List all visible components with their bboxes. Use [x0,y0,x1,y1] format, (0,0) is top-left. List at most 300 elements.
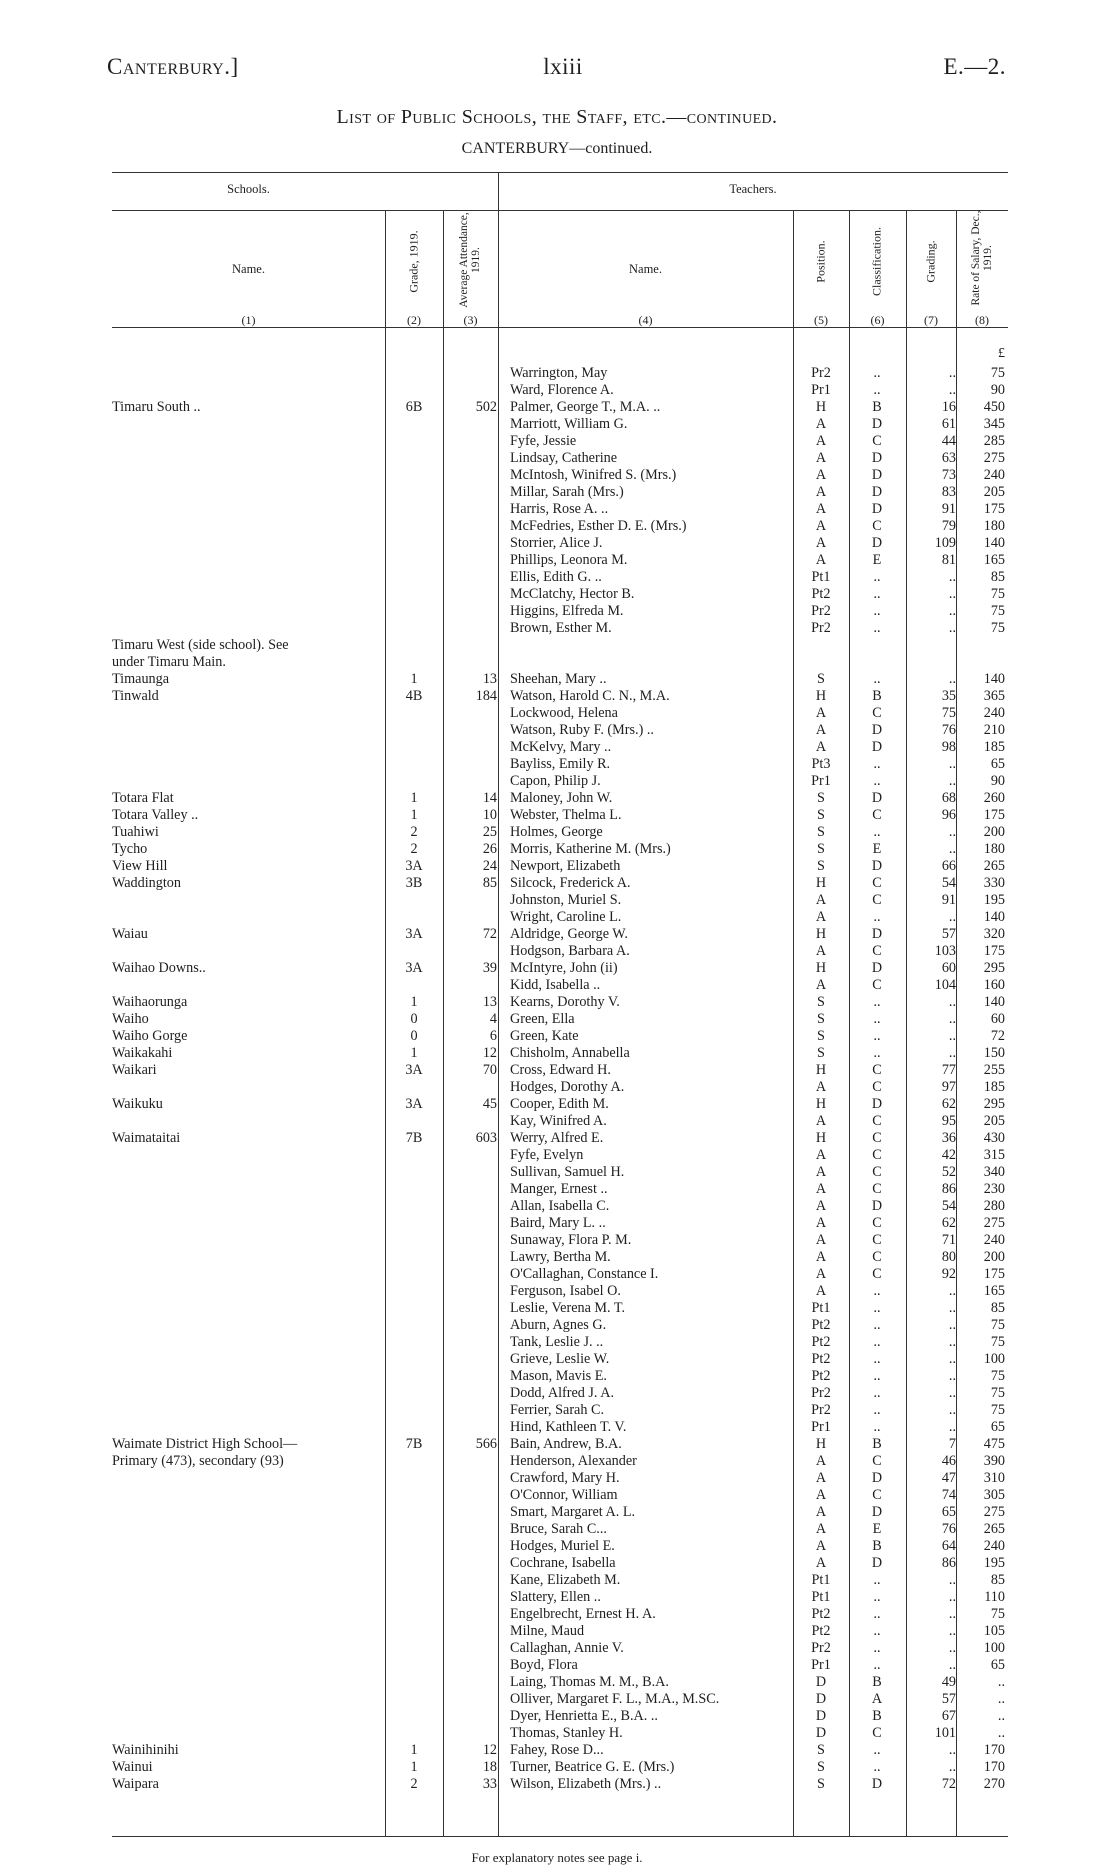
table-row [0,756,1114,773]
salary-cell: 430 [983,1130,1005,1146]
grading-cell: .. [948,1640,956,1656]
position-cell: S [817,994,825,1010]
attendance-cell: 25 [482,824,497,840]
table-row [0,1640,1114,1657]
grading-cell: .. [948,773,956,789]
position-cell: S [817,671,825,687]
grading-cell: 75 [941,705,956,721]
position-cell: D [815,1725,827,1741]
position-cell: Pr1 [811,382,831,398]
grading-cell: 104 [934,977,956,993]
grade-cell: 1 [410,994,418,1010]
teacher-name: Thomas, Stanley H. [510,1725,623,1741]
teacher-name: Lindsay, Catherine [510,450,618,466]
attendance-cell: 13 [482,994,497,1010]
school-name: Waimataitai [112,1130,181,1146]
position-cell: A [815,1164,827,1180]
table-row [0,705,1114,722]
salary-cell: 165 [983,1283,1005,1299]
position-cell: S [817,1776,825,1792]
classification-cell: .. [873,1368,881,1384]
position-cell: S [817,1742,825,1758]
table-row [0,450,1114,467]
table-row [0,399,1114,416]
teacher-name: Dodd, Alfred J. A. [510,1385,615,1401]
grading-cell: .. [948,620,956,636]
grade-cell: 0 [410,1028,418,1044]
grade-cell: 7B [405,1436,423,1452]
grading-cell: 97 [941,1079,956,1095]
classification-cell: C [872,1487,882,1503]
grading-cell: .. [948,1283,956,1299]
table-row [0,1028,1114,1045]
teacher-name: Wright, Caroline L. [510,909,622,925]
teacher-name: Brown, Esther M. [510,620,612,636]
teacher-name: Fahey, Rose D... [510,1742,604,1758]
classification-cell: D [871,1470,883,1486]
position-cell: Pr2 [811,1385,831,1401]
salary-cell: 305 [983,1487,1005,1503]
salary-cell: 85 [990,1300,1005,1316]
salary-cell: 265 [983,1521,1005,1537]
table-row [0,841,1114,858]
table-row [0,535,1114,552]
table-row [0,1759,1114,1776]
salary-cell: 65 [990,1419,1005,1435]
teacher-name: Ferrier, Sarah C. [510,1402,604,1418]
grading-cell: 35 [941,688,956,704]
grade-cell: 2 [410,841,418,857]
table-row [0,926,1114,943]
table-row [0,824,1114,841]
salary-cell: 75 [990,603,1005,619]
position-cell: D [815,1708,827,1724]
salary-cell: 240 [983,1538,1005,1554]
classification-cell: E [872,1521,882,1537]
grade-cell: 3A [405,1062,423,1078]
salary-cell: 365 [983,688,1005,704]
salary-cell: 85 [990,1572,1005,1588]
classification-cell: D [871,722,883,738]
classification-cell: E [872,552,882,568]
table-row [0,1351,1114,1368]
teacher-name: Marriott, William G. [510,416,628,432]
classification-cell: B [872,1436,882,1452]
table-row [0,1606,1114,1623]
table-row [0,1555,1114,1572]
salary-cell: 180 [983,518,1005,534]
attendance-cell: 13 [482,671,497,687]
teacher-name: O'Connor, William [510,1487,618,1503]
classification-cell: C [872,1147,882,1163]
teacher-name: Warrington, May [510,365,608,381]
grading-cell: 81 [941,552,956,568]
grade-cell: 7B [405,1130,423,1146]
teacher-name: Allan, Isabella C. [510,1198,610,1214]
schools-group-header: Schools. [227,182,270,196]
table-row [0,1317,1114,1334]
position-cell: A [815,705,827,721]
grading-cell: 76 [941,1521,956,1537]
grading-cell: .. [948,1657,956,1673]
salary-cell: 275 [983,1504,1005,1520]
teacher-name: Dyer, Henrietta E., B.A. .. [510,1708,658,1724]
grading-cell: .. [948,1572,956,1588]
table-row [0,1691,1114,1708]
attendance-cell: 4 [489,1011,497,1027]
salary-cell: 140 [983,994,1005,1010]
classification-cell: C [872,1079,882,1095]
table-row [0,1164,1114,1181]
attendance-cell: 12 [482,1742,497,1758]
salary-cell: 65 [990,756,1005,772]
table-row [0,1266,1114,1283]
grading-cell: 76 [941,722,956,738]
salary-cell: 75 [990,1317,1005,1333]
teacher-name: Green, Kate [510,1028,579,1044]
running-header-left: Canterbury.] [107,54,239,79]
school-name: Waiho Gorge [112,1028,188,1044]
table-row [0,875,1114,892]
classification-cell: D [871,484,883,500]
teacher-name: Werry, Alfred E. [510,1130,604,1146]
grading-cell: .. [948,1351,956,1367]
position-cell: A [815,1283,827,1299]
grade-cell: 1 [410,790,418,806]
school-name: Primary (473), secondary (93) [112,1453,284,1469]
teacher-name: Ward, Florence A. [510,382,614,398]
grading-cell: .. [948,1334,956,1350]
position-cell: A [815,1079,827,1095]
salary-cell: 175 [983,1266,1005,1282]
salary-cell: 100 [983,1640,1005,1656]
teacher-name: McClatchy, Hector B. [510,586,635,602]
teacher-name: Leslie, Verena M. T. [510,1300,626,1316]
grading-cell: 68 [941,790,956,806]
grading-cell: 67 [941,1708,956,1724]
salary-cell: 175 [983,501,1005,517]
table-row [0,892,1114,909]
grading-cell: 65 [941,1504,956,1520]
table-row [0,467,1114,484]
table-row [0,1232,1114,1249]
position-cell: Pr2 [811,1640,831,1656]
school-name: Totara Flat [112,790,174,806]
grading-cell: 54 [941,875,956,891]
teacher-name: Mason, Mavis E. [510,1368,607,1384]
position-cell: Pr2 [811,1402,831,1418]
school-name: Tinwald [112,688,159,704]
grading-cell: .. [948,1402,956,1418]
classification-cell: .. [873,1351,881,1367]
classification-cell: .. [873,1402,881,1418]
teacher-name: Kane, Elizabeth M. [510,1572,621,1588]
position-cell: A [815,739,827,755]
teacher-name: Morris, Katherine M. (Mrs.) [510,841,671,857]
attendance-cell: 39 [482,960,497,976]
table-row [0,1113,1114,1130]
salary-cell: 90 [990,773,1005,789]
classification-cell: D [871,467,883,483]
teacher-name: Henderson, Alexander [510,1453,637,1469]
table-row [0,671,1114,688]
grade-cell: 4B [405,688,423,704]
teacher-name: Bruce, Sarah C... [510,1521,607,1537]
salary-cell: 105 [983,1623,1005,1639]
table-row [0,773,1114,790]
table-row [0,1385,1114,1402]
position-cell: A [815,943,827,959]
table-row [0,1181,1114,1198]
grading-cell: .. [948,841,956,857]
school-name: under Timaru Main. [112,654,226,670]
classification-cell: C [872,433,882,449]
teacher-name: Green, Ella [510,1011,575,1027]
classification-cell: C [872,1062,882,1078]
classification-cell: B [872,1708,882,1724]
position-cell: Pt1 [811,1300,831,1316]
grading-cell: .. [948,569,956,585]
teacher-name: Ellis, Edith G. .. [510,569,602,585]
table-row [0,1334,1114,1351]
grading-cell: 7 [948,1436,956,1452]
table-row [0,1283,1114,1300]
classification-cell: .. [873,1045,881,1061]
col-number: (7) [924,313,938,327]
grading-cell: .. [948,1759,956,1775]
position-cell: Pr2 [811,620,831,636]
classification-cell: .. [873,586,881,602]
table-row [0,790,1114,807]
grade-cell: 0 [410,1011,418,1027]
salary-cell: 90 [990,382,1005,398]
grading-cell: 44 [941,433,956,449]
salary-cell: 260 [983,790,1005,806]
grading-header: Grading. [923,240,938,283]
teacher-name: Manger, Ernest .. [510,1181,608,1197]
teacher-name: Kidd, Isabella .. [510,977,601,993]
position-cell: Pt2 [811,1334,831,1350]
position-cell: A [815,1113,827,1129]
salary-cell: 230 [983,1181,1005,1197]
teacher-name: Holmes, George [510,824,603,840]
attendance-cell: 12 [482,1045,497,1061]
grade-cell: 2 [410,1776,418,1792]
table-row [0,807,1114,824]
teacher-name: Ferguson, Isabel O. [510,1283,621,1299]
grading-cell: 86 [941,1555,956,1571]
attendance-cell: 603 [475,1130,497,1146]
salary-cell: 275 [983,450,1005,466]
col-number: (3) [463,313,478,327]
salary-cell: 295 [983,960,1005,976]
table-row [0,552,1114,569]
table-row [0,1708,1114,1725]
classification-cell: A [871,1691,883,1707]
salary-cell: 275 [983,1215,1005,1231]
position-cell: H [815,1096,827,1112]
table-row [0,1079,1114,1096]
position-cell: A [815,467,827,483]
classification-cell: D [871,1198,883,1214]
page-title: List of Public Schools, the Staff, etc.—continued. [336,106,778,128]
position-cell: A [815,1521,827,1537]
classification-cell: .. [873,1572,881,1588]
attendance-cell: 85 [482,875,497,891]
position-cell: S [817,841,825,857]
table-row [0,1674,1114,1691]
position-cell: Pt2 [811,1351,831,1367]
position-cell: H [815,688,827,704]
classification-cell: D [871,960,883,976]
position-cell: S [817,1011,825,1027]
grading-cell: .. [948,382,956,398]
teacher-name: Sullivan, Samuel H. [510,1164,625,1180]
salary-cell: 110 [984,1589,1005,1605]
grade-cell: 3A [405,926,423,942]
teacher-name: Engelbrecht, Ernest H. A. [510,1606,656,1622]
position-cell: S [817,1045,825,1061]
teacher-name: McKelvy, Mary .. [510,739,612,755]
salary-cell: 345 [983,416,1005,432]
teacher-name: Callaghan, Annie V. [510,1640,624,1656]
grading-cell: 91 [941,892,956,908]
attendance-cell: 33 [482,1776,497,1792]
classification-cell: B [872,688,882,704]
col-number: (6) [870,313,885,327]
table-row [0,1521,1114,1538]
position-cell: A [815,1266,827,1282]
salary-cell: 210 [983,722,1005,738]
position-cell: A [815,535,827,551]
teacher-name: O'Callaghan, Constance I. [510,1266,659,1282]
table-row [0,620,1114,637]
grading-cell: 57 [941,1691,956,1707]
grading-cell: 62 [941,1215,956,1231]
position-cell: Pt2 [811,1623,831,1639]
position-cell: H [815,399,827,415]
grading-cell: 77 [941,1062,956,1078]
teacher-name: Bain, Andrew, B.A. [510,1436,622,1452]
table-row [0,637,1114,654]
attendance-cell: 72 [482,926,497,942]
salary-cell: 75 [990,1334,1005,1350]
school-name: Waiho [112,1011,149,1027]
attendance-cell: 10 [482,807,497,823]
position-cell: A [815,1147,827,1163]
salary-cell: 72 [990,1028,1005,1044]
salary-cell: 450 [983,399,1005,415]
position-cell: S [817,807,825,823]
grading-cell: .. [948,1419,956,1435]
position-cell: Pt2 [811,586,831,602]
classification-cell: .. [873,1657,881,1673]
school-name: Totara Valley .. [112,807,199,823]
classification-cell: C [872,705,882,721]
grading-cell: 109 [934,535,956,551]
table-row [0,1742,1114,1759]
table-row [0,586,1114,603]
col-number: (4) [638,313,653,327]
table-row [0,1572,1114,1589]
table-row [0,1453,1114,1470]
classification-cell: C [872,1266,882,1282]
table-row [0,739,1114,756]
salary-header: Rate of Salary, Dec., 1919. [970,210,994,306]
teacher-name-header: Name. [629,262,662,276]
salary-cell: 320 [983,926,1005,942]
table-row [0,858,1114,875]
classification-cell: C [872,1249,882,1265]
teacher-name: Webster, Thelma L. [510,807,622,823]
position-cell: A [815,1487,827,1503]
classification-cell: C [872,807,882,823]
teacher-name: Crawford, Mary H. [510,1470,620,1486]
classification-cell: .. [873,1606,881,1622]
classification-cell: .. [873,1742,881,1758]
teacher-name: Kay, Winifred A. [510,1113,607,1129]
grading-cell: .. [948,994,956,1010]
salary-cell: 340 [983,1164,1005,1180]
salary-cell: 160 [983,977,1005,993]
salary-cell: 60 [990,1011,1005,1027]
salary-cell: 140 [983,671,1005,687]
grading-cell: .. [948,1589,956,1605]
position-cell: S [817,1759,825,1775]
grading-cell: .. [948,756,956,772]
classification-cell: .. [873,773,881,789]
attendance-cell: 566 [475,1436,497,1452]
table-row [0,943,1114,960]
salary-cell: 200 [983,824,1005,840]
school-name: Waiau [112,926,148,942]
table-row [0,1725,1114,1742]
table-row [0,1419,1114,1436]
teacher-name: Hodgson, Barbara A. [510,943,630,959]
grading-cell: 91 [941,501,956,517]
classification-cell: D [871,790,883,806]
classification-cell: D [871,535,883,551]
teacher-name: Capon, Philip J. [510,773,601,789]
salary-cell: 240 [983,467,1005,483]
position-cell: A [815,433,827,449]
grading-cell: 64 [941,1538,956,1554]
classification-cell: C [872,1164,882,1180]
position-cell: H [815,1062,827,1078]
table-row [0,484,1114,501]
position-cell: Pr2 [811,365,831,381]
grading-cell: 96 [941,807,956,823]
position-cell: A [815,1504,827,1520]
classification-cell: D [871,1555,883,1571]
position-cell: A [815,1470,827,1486]
classification-cell: .. [873,1419,881,1435]
school-name: Waikuku [112,1096,163,1112]
table-row [0,518,1114,535]
salary-cell: 265 [983,858,1005,874]
page-subtitle: CANTERBURY—continued. [461,140,653,157]
school-name: Wainihinihi [112,1742,179,1758]
classification-cell: D [871,416,883,432]
teacher-name: Silcock, Frederick A. [510,875,631,891]
teacher-name: Harris, Rose A. .. [510,501,609,517]
teacher-name: Kearns, Dorothy V. [510,994,620,1010]
grading-cell: 16 [941,399,956,415]
currency-symbol: £ [998,346,1005,361]
table-row [0,1249,1114,1266]
teacher-name: Aldridge, George W. [510,926,628,942]
school-name: Tuahiwi [112,824,159,840]
